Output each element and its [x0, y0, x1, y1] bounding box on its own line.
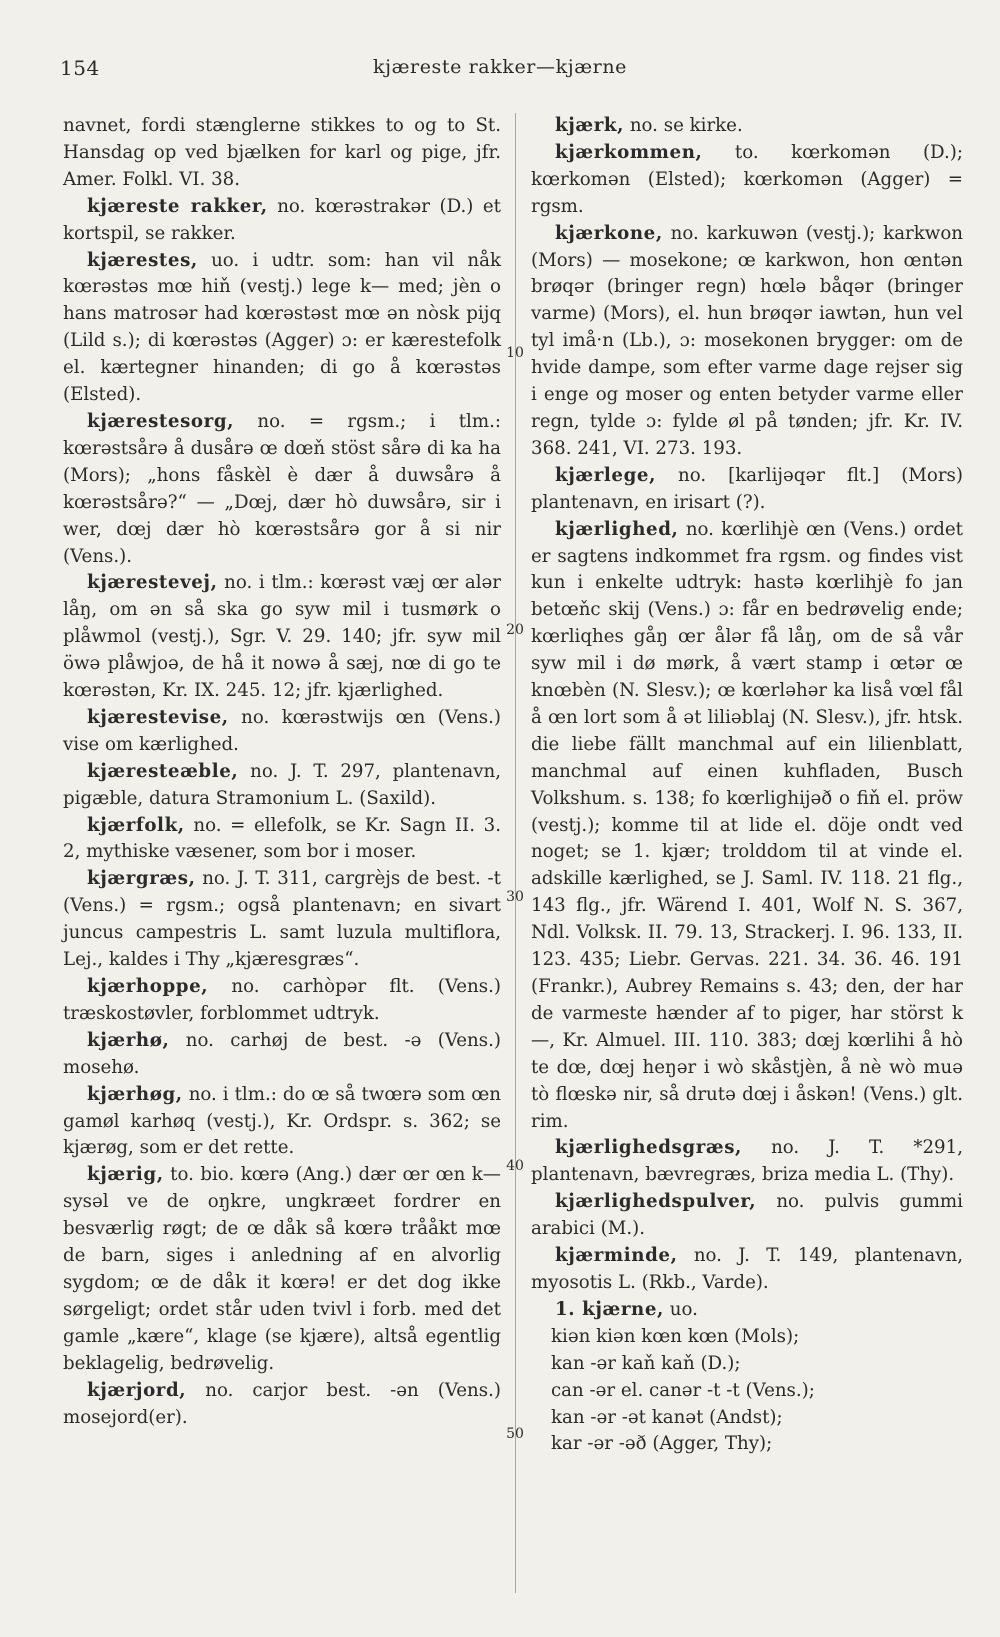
dictionary-entry	[63, 866, 501, 974]
dictionary-entry	[63, 974, 501, 1028]
entry-text: no. [karlijəqər flt.] (Mors) plantenavn, en irisart (?).	[531, 464, 963, 513]
entry-text: no. kœrəstwijs œn (Vens.) vise om kærlighed.	[63, 706, 501, 755]
dictionary-entry	[63, 570, 501, 705]
entry-headword: kjæreste rakker,	[87, 195, 268, 217]
entry-text: no. J. T. *291, plantenavn, bævregræs, briza media L. (Thy).	[531, 1137, 963, 1186]
dictionary-entry	[531, 517, 963, 1136]
dictionary-entry	[63, 1028, 501, 1082]
entry-headword: kjærminde,	[555, 1245, 678, 1267]
entry-text: no. = rgsm.; i tlm.: kœrəstsårə å dusårə œ dœň stöst sårə di ka ha (Mors); „hons fåskèl è dær å duwsårə å kœrəstsårə?“ — „Dœj, dær hò duwsårə, sir i wer, dœj dær hò kœrəstsårə gor å si nir (Vens.).	[63, 410, 501, 567]
left-column	[63, 113, 501, 1431]
entry-text: kan -ər -ət kanət (Andst);	[551, 1406, 783, 1428]
entry-text: kar -ər -əð (Agger, Thy);	[551, 1433, 773, 1455]
dictionary-entry	[531, 1297, 963, 1324]
entry-text: no. carhøj de best. -ə (Vens.) mosehø.	[63, 1029, 501, 1078]
dictionary-entry	[531, 1405, 963, 1432]
entry-text: uo. i udtr. som: han vil nåk kœrəstəs mœ hiň (vestj.) lege k— med; jèn o hans matrosər had kœrəstəst mœ ən nòsk pijq (Lild s.); di kœrəstəs (Agger) ɔ: er kærestefolk el. kærtegner hinanden; di go å kœrəstəs (Elsted).	[63, 249, 501, 406]
entry-text: no. carhòpər flt. (Vens.) træskostøvler, forblommet udtryk.	[63, 976, 501, 1024]
dictionary-entry	[63, 113, 501, 194]
dictionary-entry	[531, 1431, 963, 1458]
dictionary-entry	[63, 1082, 501, 1163]
entry-text: no. J. T. 297, plantenavn, pigæble, datura Stramonium L. (Saxild).	[63, 760, 501, 809]
line-number-50: 50	[506, 1426, 524, 1442]
entry-headword: kjærestes,	[87, 249, 198, 271]
entry-text: no. = ellefolk, se Kr. Sagn II. 3. 2, mythiske væsener, som bor i moser.	[63, 814, 501, 863]
entry-headword: kjærjord,	[87, 1379, 187, 1401]
entry-text: uo.	[669, 1298, 698, 1320]
dictionary-entry	[63, 409, 501, 570]
entry-text: no. J. T. 311, cargrèjs de best. -t (Vens.) = rgsm.; også plantenavn; en sivart juncus campestris L. samt luzula multiflora, Lej., kaldes i Thy „kjæresgræs“.	[63, 868, 501, 971]
entry-text: no. i tlm.: do œ så twœrə som œn gamøl karhøq (vestj.), Kr. Ordspr. s. 362; se kjærøg, som er det rette.	[63, 1083, 501, 1159]
entry-headword: kjærlighedspulver,	[555, 1191, 757, 1213]
entry-headword: kjærkommen,	[555, 141, 703, 163]
entry-headword: kjærhøg,	[87, 1083, 183, 1105]
entry-headword: kjærgræs,	[87, 868, 196, 890]
entry-headword: kjærig,	[87, 1164, 164, 1186]
running-head: kjæreste rakker—kjærne	[372, 56, 628, 78]
entry-text: kiən kiən kœn kœn (Mols);	[551, 1325, 800, 1347]
entry-text: no. i tlm.: kœrəst væj œr alər låŋ, om ən så ska go syw mil i tusmørk o plåwmol (vestj.), Sgr. V. 29. 140; jfr. syw mil öwə plåwjoə, de hå it nowə å sæj, nœ di go te kœrəstən, Kr. IX. 245. 12; jfr. kjærlighed.	[63, 572, 501, 702]
entry-text: no. se kirke.	[629, 115, 743, 136]
dictionary-entry	[531, 221, 963, 463]
page-number: 154	[60, 56, 100, 80]
dictionary-entry	[531, 1324, 963, 1351]
entry-text: to. bio. kœrə (Ang.) dær œr œn k— sysəl ve de oŋkre, ungkræet fordrer en besværlig røgt; de œ dåk så kœrə trååkt mœ de barn, siges i anledning af en alvorlig sygdom; œ de dåk it kœrə! er det dog ikke sørgeligt; ordet står uden tvivl i forb. med det gamle „kære“, klage (se kjære), altså egentlig beklagelig, bedrøvelig.	[63, 1164, 501, 1374]
line-number-30: 30	[506, 889, 524, 905]
entry-headword: kjærestevise,	[87, 706, 229, 728]
dictionary-entry	[63, 248, 501, 409]
dictionary-entry	[63, 1378, 501, 1432]
dictionary-entry	[531, 1378, 963, 1405]
entry-text: no. kœrlihjè œn (Vens.) ordet er sagtens indkommet fra rgsm. og findes vist kun i enkelte udtryk: hastə kœrlihjè fo jan betœňc skij (Vens.) ɔ: får en bedrøvelig ende; kœrliqhes gåŋ œr ålər få låŋ, om de så vår syw mil i dø mørk, å vært stamp i œtər œ knœbèn (N. Slesv.); œ kœrləhər ka liså vœl fål å œn lort som å ət liliəblaj (N. Slesv.), jfr. htsk. die liebe fällt manchmal auf ein lilienblatt, manchmal auf einen kuhfladen, Busch Volkshum. s. 138; fo kœrlighijəð o fiň el. pröw (vestj.); komme til at lide el. döje ondt ved noget; se 1. kjær; trolddom til at vinde el. adskille kærlighed, se J. Saml. IV. 118. 21 flg., 143 flg., jfr. Wärend I. 401, Wolf N. S. 367, Ndl. Volksk. II. 79. 13, Strackerj. I. 96. 133, II. 123. 435; Liebr. Gervas. 221. 34. 36. 46. 191 (Frankr.), Aubrey Remains s. 43; den, der har de varmeste hænder af to piger, har störst k—, Kr. Almuel. III. 110. 383; dœj kœrlihi å hò te dœ, dœj heŋər i wò skåstjèn, å nè wò muə tò flœskə nir, så drutə dœj i åskən! (Vens.) glt. rim.	[531, 518, 963, 1132]
entry-headword: kjærk,	[555, 115, 625, 136]
entry-text: navnet, fordi stænglerne stikkes to og to St. Hansdag op ved bjælken for karl og pige, jfr. Amer. Folkl. VI. 38.	[63, 115, 501, 190]
dictionary-entry	[531, 463, 963, 517]
entry-text: kan -ər kaň kaň (D.);	[551, 1352, 741, 1374]
entry-text: no. carjor best. -ən (Vens.) mosejord(er).	[63, 1379, 501, 1428]
line-number-20: 20	[506, 622, 524, 638]
entry-text: no. kœrəstrakər (D.) et kortspil, se rakker.	[63, 195, 501, 244]
dictionary-entry	[531, 1243, 963, 1297]
entry-headword: kjærhø,	[87, 1029, 170, 1051]
dictionary-entry	[63, 194, 501, 248]
entry-headword: kjærlighed,	[555, 518, 679, 540]
dictionary-entry	[63, 759, 501, 813]
dictionary-entry	[531, 140, 963, 221]
entry-text: can -ər el. canər -t -t (Vens.);	[551, 1379, 815, 1401]
entry-text: to. kœrkomən (D.); kœrkomən (Elsted); kœrkomən (Agger) = rgsm.	[531, 141, 963, 217]
dictionary-entry	[63, 705, 501, 759]
dictionary-entry	[531, 113, 963, 140]
entry-headword: kjærestesorg,	[87, 410, 235, 432]
column-divider	[515, 113, 516, 1593]
dictionary-entry	[63, 813, 501, 867]
entry-headword: kjærhoppe,	[87, 976, 209, 997]
entry-text: no. karkuwən (vestj.); karkwon (Mors) — mosekone; œ karkwon, hon œntən brøqər (bringer regn) hœlə båqər (bringer varme) (Mors), el. hun brøqər iawtən, hun vel tyl imå·n (Lb.), ɔ: mosekonen brygger: om de hvide dampe, som efter varme dage rejser sig i enge og moser og enten betyder varme eller regn, tylde ɔ: fylde øl på tønden; jfr. Kr. IV. 368. 241, VI. 273. 193.	[531, 222, 963, 459]
line-number-40: 40	[506, 1158, 524, 1174]
line-number-10: 10	[506, 345, 524, 361]
entry-text: no. pulvis gummi arabici (M.).	[531, 1191, 963, 1240]
dictionary-entry	[63, 1162, 501, 1377]
entry-headword: kjærlege,	[555, 464, 656, 486]
entry-headword: 1. kjærne,	[555, 1298, 664, 1320]
dictionary-entry	[531, 1351, 963, 1378]
dictionary-entry	[531, 1189, 963, 1243]
entry-text: no. J. T. 149, plantenavn, myosotis L. (Rkb., Varde).	[531, 1245, 963, 1293]
entry-headword: kjæresteæble,	[87, 760, 239, 782]
entry-headword: kjærlighedsgræs,	[555, 1137, 742, 1159]
entry-headword: kjærestevej,	[87, 572, 218, 594]
entry-headword: kjærfolk,	[87, 814, 185, 836]
right-column	[531, 113, 963, 1458]
entry-headword: kjærkone,	[555, 222, 663, 244]
dictionary-entry	[531, 1135, 963, 1189]
